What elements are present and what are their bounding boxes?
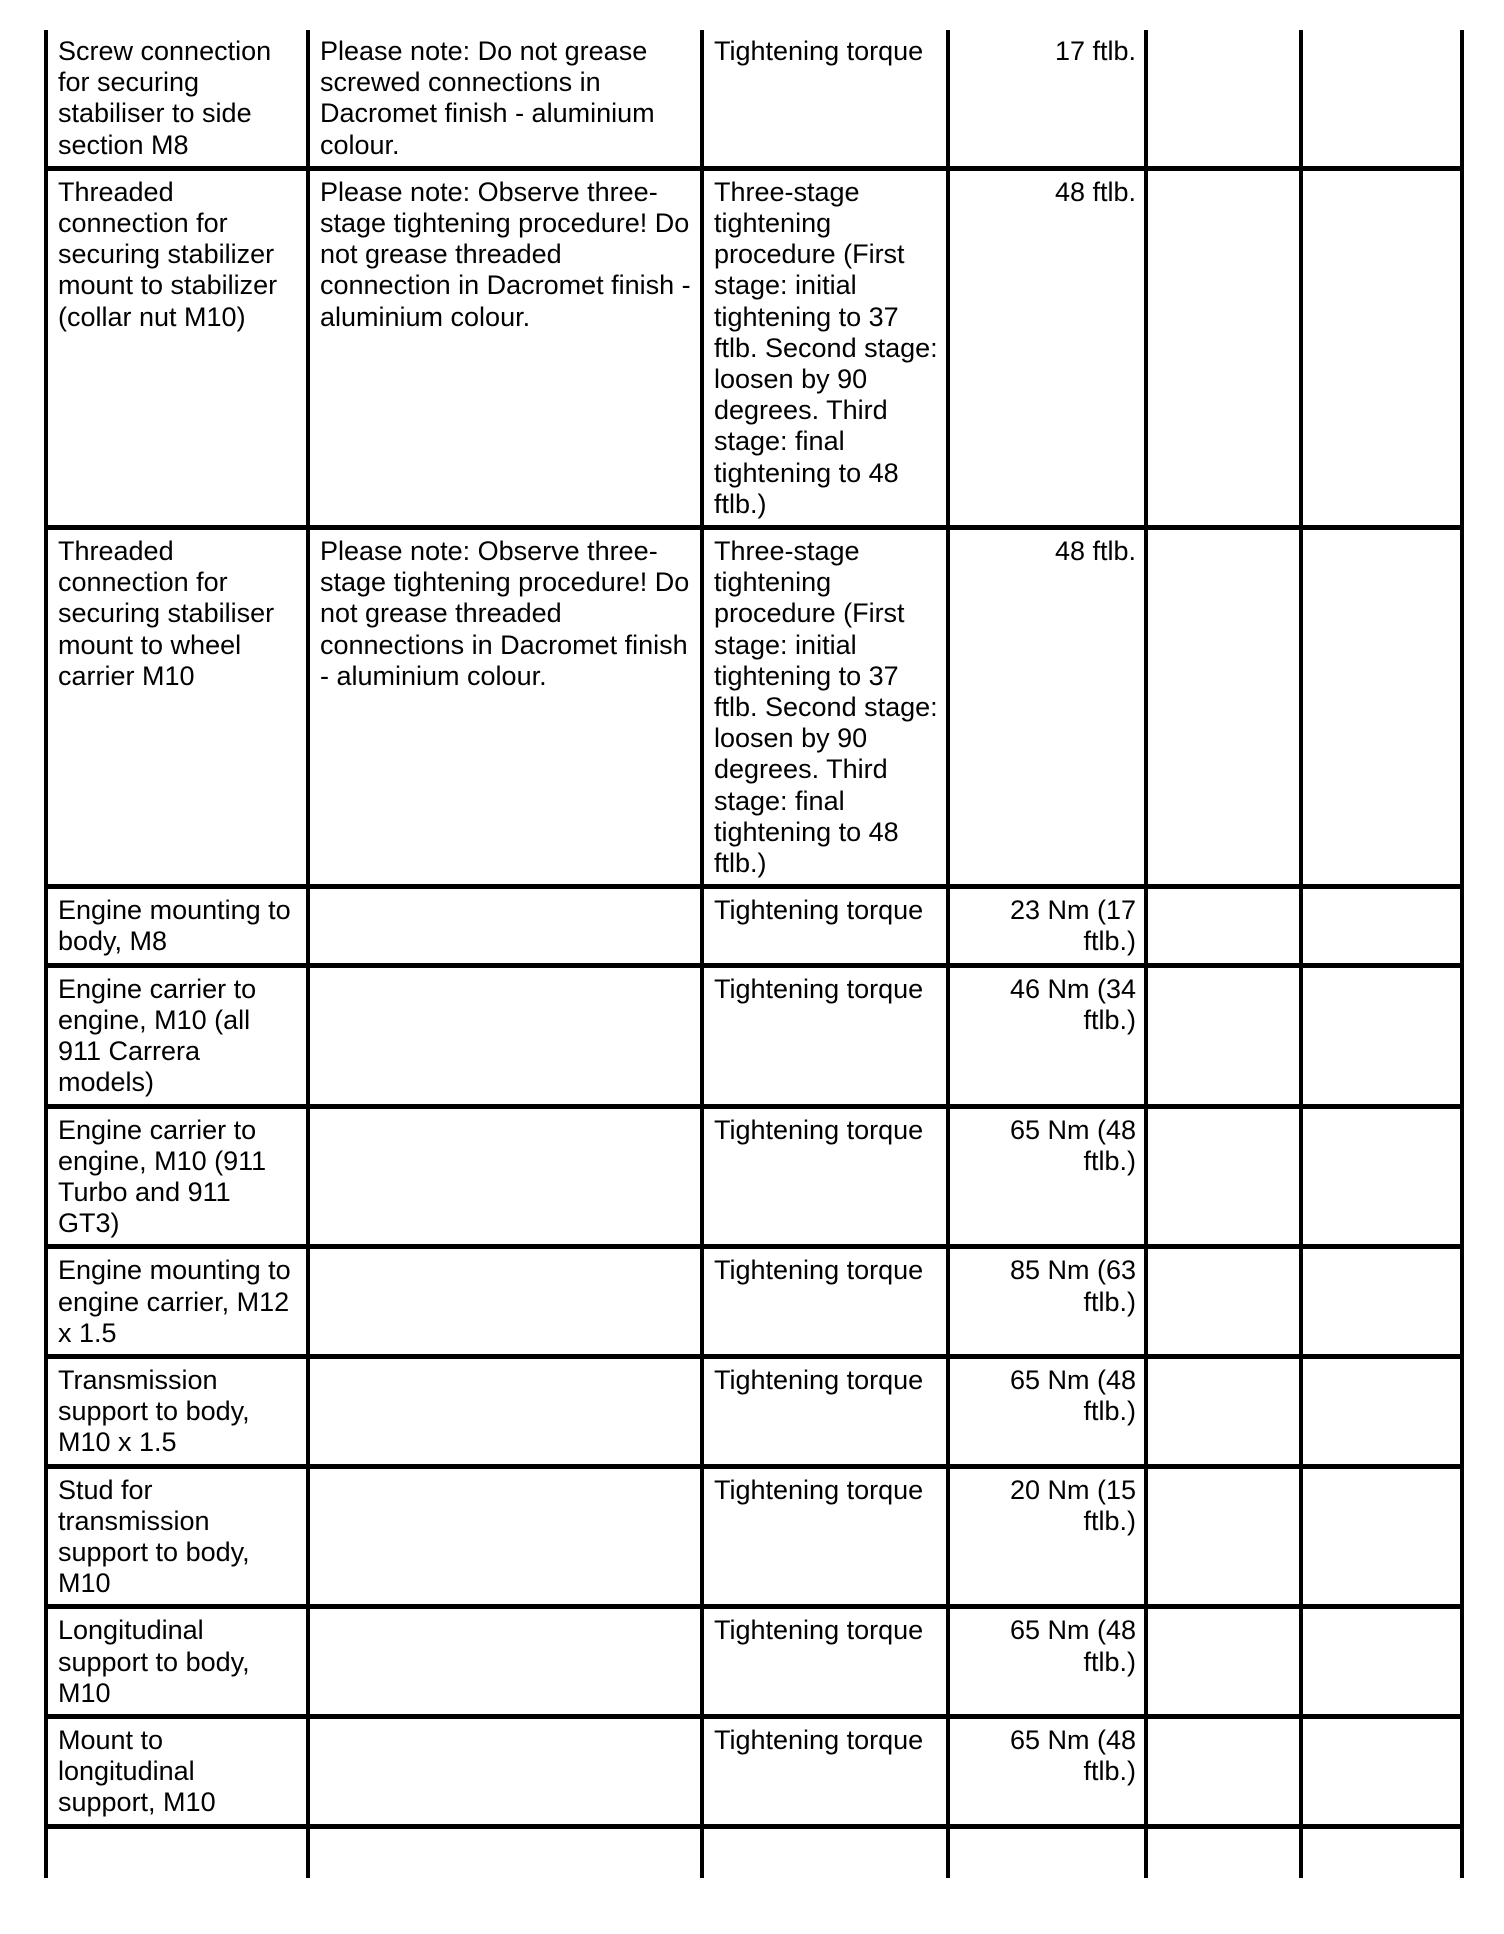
blank-cell bbox=[1301, 1247, 1462, 1357]
blank-cell bbox=[1146, 1356, 1301, 1466]
blank-cell bbox=[1146, 1106, 1301, 1247]
procedure-cell: Tightening torque bbox=[702, 1247, 948, 1357]
value-cell: 65 Nm (48 ftlb.) bbox=[948, 1356, 1146, 1466]
component-cell: Engine mounting to engine carrier, M12 x 1.5 bbox=[46, 1247, 308, 1357]
blank-cell bbox=[1301, 1356, 1462, 1466]
note-cell bbox=[308, 1247, 702, 1357]
note-cell bbox=[308, 1466, 702, 1607]
blank-cell bbox=[1301, 1607, 1462, 1717]
component-cell: Engine carrier to engine, M10 (911 Turbo and 911 GT3) bbox=[46, 1106, 308, 1247]
note-cell bbox=[308, 965, 702, 1106]
note-cell: Please note: Observe three-stage tightening procedure! Do not grease threaded connection in Dacromet finish - aluminium colour. bbox=[308, 168, 702, 527]
blank-cell bbox=[1146, 1826, 1301, 1878]
note-cell bbox=[308, 1716, 702, 1826]
blank-cell bbox=[1146, 1466, 1301, 1607]
note-cell bbox=[308, 1356, 702, 1466]
procedure-cell: Three-stage tightening procedure (First stage: initial tightening to 37 ftlb. Second stage: loosen by 90 degrees. Third stage: final tightening to 48 ftlb.) bbox=[702, 168, 948, 527]
value-cell: 48 ftlb. bbox=[948, 168, 1146, 527]
value-cell: 85 Nm (63 ftlb.) bbox=[948, 1247, 1146, 1357]
procedure-cell: Three-stage tightening procedure (First stage: initial tightening to 37 ftlb. Second stage: loosen by 90 degrees. Third stage: final tightening to 48 ftlb.) bbox=[702, 528, 948, 887]
blank-cell bbox=[1301, 1716, 1462, 1826]
blank-cell bbox=[1301, 1826, 1462, 1878]
value-cell: 65 Nm (48 ftlb.) bbox=[948, 1716, 1146, 1826]
value-cell: 48 ftlb. bbox=[948, 528, 1146, 887]
table-row bbox=[46, 887, 1462, 965]
table-row bbox=[46, 1356, 1462, 1466]
procedure-cell: Tightening torque bbox=[702, 30, 948, 168]
table-row bbox=[46, 30, 1462, 168]
note-cell bbox=[308, 887, 702, 965]
value-cell: 65 Nm (48 ftlb.) bbox=[948, 1106, 1146, 1247]
procedure-cell: Tightening torque bbox=[702, 1106, 948, 1247]
blank-cell bbox=[1146, 887, 1301, 965]
procedure-cell: Tightening torque bbox=[702, 1716, 948, 1826]
procedure-cell: Tightening torque bbox=[702, 1466, 948, 1607]
blank-cell bbox=[1146, 30, 1301, 168]
table-row bbox=[46, 1106, 1462, 1247]
blank-cell bbox=[1146, 1607, 1301, 1717]
blank-cell bbox=[1301, 168, 1462, 527]
component-cell: Engine carrier to engine, M10 (all 911 Carrera models) bbox=[46, 965, 308, 1106]
table-row bbox=[46, 168, 1462, 527]
blank-cell bbox=[1301, 30, 1462, 168]
component-cell: Mount to longitudinal support, M10 bbox=[46, 1716, 308, 1826]
blank-cell bbox=[1301, 965, 1462, 1106]
blank-cell bbox=[702, 1826, 948, 1878]
procedure-cell: Tightening torque bbox=[702, 1607, 948, 1717]
value-cell: 17 ftlb. bbox=[948, 30, 1146, 168]
blank-cell bbox=[1146, 528, 1301, 887]
blank-cell bbox=[1146, 1716, 1301, 1826]
blank-cell bbox=[948, 1826, 1146, 1878]
blank-cell bbox=[308, 1826, 702, 1878]
blank-cell bbox=[1146, 168, 1301, 527]
blank-cell bbox=[1146, 965, 1301, 1106]
value-cell: 23 Nm (17 ftlb.) bbox=[948, 887, 1146, 965]
component-cell: Threaded connection for securing stabilizer mount to stabilizer (collar nut M10) bbox=[46, 168, 308, 527]
procedure-cell: Tightening torque bbox=[702, 887, 948, 965]
component-cell: Engine mounting to body, M8 bbox=[46, 887, 308, 965]
note-cell: Please note: Observe three-stage tightening procedure! Do not grease threaded connections in Dacromet finish - aluminium colour. bbox=[308, 528, 702, 887]
table-row bbox=[46, 1247, 1462, 1357]
torque-specification-table bbox=[44, 30, 1460, 1878]
table-row bbox=[46, 528, 1462, 887]
component-cell: Longitudinal support to body, M10 bbox=[46, 1607, 308, 1717]
procedure-cell: Tightening torque bbox=[702, 1356, 948, 1466]
blank-cell bbox=[1301, 1106, 1462, 1247]
blank-cell bbox=[1146, 1247, 1301, 1357]
blank-cell bbox=[1301, 528, 1462, 887]
table-row bbox=[46, 1466, 1462, 1607]
component-cell: Transmission support to body, M10 x 1.5 bbox=[46, 1356, 308, 1466]
note-cell: Please note: Do not grease screwed connections in Dacromet finish - aluminium colour. bbox=[308, 30, 702, 168]
component-cell: Stud for transmission support to body, M10 bbox=[46, 1466, 308, 1607]
blank-cell bbox=[1301, 887, 1462, 965]
value-cell: 20 Nm (15 ftlb.) bbox=[948, 1466, 1146, 1607]
table-row bbox=[46, 1607, 1462, 1717]
component-cell: Threaded connection for securing stabiliser mount to wheel carrier M10 bbox=[46, 528, 308, 887]
blank-cell bbox=[46, 1826, 308, 1878]
table-row bbox=[46, 965, 1462, 1106]
value-cell: 65 Nm (48 ftlb.) bbox=[948, 1607, 1146, 1717]
value-cell: 46 Nm (34 ftlb.) bbox=[948, 965, 1146, 1106]
note-cell bbox=[308, 1607, 702, 1717]
note-cell bbox=[308, 1106, 702, 1247]
procedure-cell: Tightening torque bbox=[702, 965, 948, 1106]
component-cell: Screw connection for securing stabiliser to side section M8 bbox=[46, 30, 308, 168]
blank-cell bbox=[1301, 1466, 1462, 1607]
table-row bbox=[46, 1716, 1462, 1826]
continuation-row bbox=[46, 1826, 1462, 1878]
